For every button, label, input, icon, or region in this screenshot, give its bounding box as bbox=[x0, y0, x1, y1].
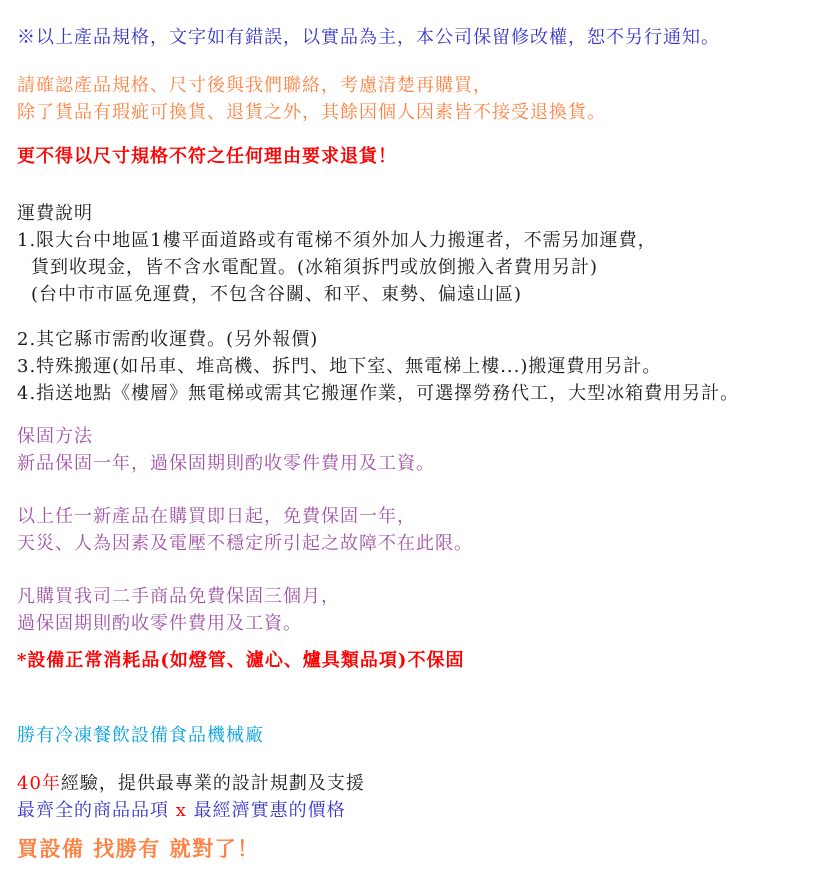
text-segment: 保固方法 bbox=[17, 426, 93, 447]
text-segment: 經驗，提供最專業的設計規劃及支援 bbox=[60, 773, 365, 794]
text-line bbox=[17, 503, 810, 530]
text-segment: 勝有冷凍餐飲設備食品機械廠 bbox=[17, 725, 264, 746]
consumables-exclusion bbox=[17, 647, 810, 674]
text-segment: 3.特殊搬運(如吊車、堆高機、拆門、地下室、無電梯上樓...)搬運費用另計。 bbox=[17, 356, 662, 377]
company-pitch bbox=[17, 770, 810, 824]
secondhand-warranty bbox=[17, 583, 810, 637]
new-product-warranty bbox=[17, 503, 810, 557]
text-line bbox=[17, 583, 810, 610]
product-spec-disclaimer bbox=[17, 24, 810, 51]
text-segment: 請確認產品規格、尺寸後與我們聯絡，考慮清楚再購買， bbox=[17, 75, 492, 96]
text-segment: 天災、人為因素及電壓不穩定所引起之故障不在此限。 bbox=[17, 533, 473, 554]
text-line bbox=[17, 722, 810, 749]
text-segment: 最齊全的商品品項 bbox=[17, 800, 176, 821]
text-segment: 除了貨品有瑕疵可換貨、退貨之外，其餘因個人因素皆不接受退換貨。 bbox=[17, 102, 606, 123]
text-line bbox=[17, 770, 810, 797]
text-segment: 4.指送地點《樓層》無電梯或需其它搬運作業，可選擇勞務代工，大型冰箱費用另計。 bbox=[17, 383, 740, 404]
shipping-instructions-2 bbox=[17, 326, 810, 407]
text-segment: 過保固期則酌收零件費用及工資。 bbox=[17, 613, 302, 634]
text-segment: 以上任一新產品在購買即日起，免費保固一年， bbox=[17, 506, 416, 527]
text-line bbox=[17, 834, 810, 864]
no-return-warning bbox=[17, 143, 810, 170]
text-segment: 1.限大台中地區1樓平面道路或有電梯不須外加人力搬運者，不需另加運費， bbox=[17, 230, 657, 251]
text-line bbox=[17, 281, 810, 308]
text-line bbox=[17, 450, 810, 477]
text-segment: 最經濟實惠的價格 bbox=[186, 800, 346, 821]
text-line bbox=[17, 797, 810, 824]
text-line bbox=[17, 353, 810, 380]
text-segment: 凡購買我司二手商品免費保固三個月， bbox=[17, 586, 340, 607]
text-segment: x bbox=[175, 800, 187, 821]
text-line bbox=[17, 200, 810, 227]
text-segment: 2.其它縣市需酌收運費。(另外報價) bbox=[17, 329, 319, 350]
text-segment: (台中市市區免運費，不包含谷關、和平、東勢、偏遠山區) bbox=[31, 284, 523, 305]
text-line bbox=[17, 610, 810, 637]
text-segment: 貨到收現金，皆不含水電配置。(冰箱須拆門或放倒搬入者費用另計) bbox=[31, 257, 599, 278]
text-segment: 40年 bbox=[17, 773, 61, 794]
text-line bbox=[17, 72, 810, 99]
text-line bbox=[17, 99, 810, 126]
text-line bbox=[17, 227, 810, 254]
purchase-confirmation-notice bbox=[17, 72, 810, 126]
text-content bbox=[17, 24, 810, 864]
shipping-instructions-1 bbox=[17, 200, 810, 308]
text-line bbox=[17, 530, 810, 557]
text-line bbox=[17, 326, 810, 353]
text-segment: *設備正常消耗品(如燈管、濾心、爐具類品項)不保固 bbox=[17, 650, 465, 671]
text-line bbox=[17, 24, 810, 51]
text-line bbox=[17, 380, 810, 407]
warranty-method bbox=[17, 423, 810, 477]
text-line bbox=[17, 423, 810, 450]
text-segment: 買設備 找勝有 就對了！ bbox=[17, 836, 260, 861]
text-segment: 更不得以尺寸規格不符之任何理由要求退貨！ bbox=[17, 146, 397, 167]
text-segment: 新品保固一年，過保固期則酌收零件費用及工資。 bbox=[17, 453, 435, 474]
text-line bbox=[17, 647, 810, 674]
text-segment: ※以上產品規格，文字如有錯誤，以實品為主，本公司保留修改權，恕不另行通知。 bbox=[17, 27, 720, 48]
text-segment: 運費說明 bbox=[17, 203, 93, 224]
company-name bbox=[17, 722, 810, 749]
text-line bbox=[17, 254, 810, 281]
text-line bbox=[17, 143, 810, 170]
slogan bbox=[17, 834, 810, 864]
